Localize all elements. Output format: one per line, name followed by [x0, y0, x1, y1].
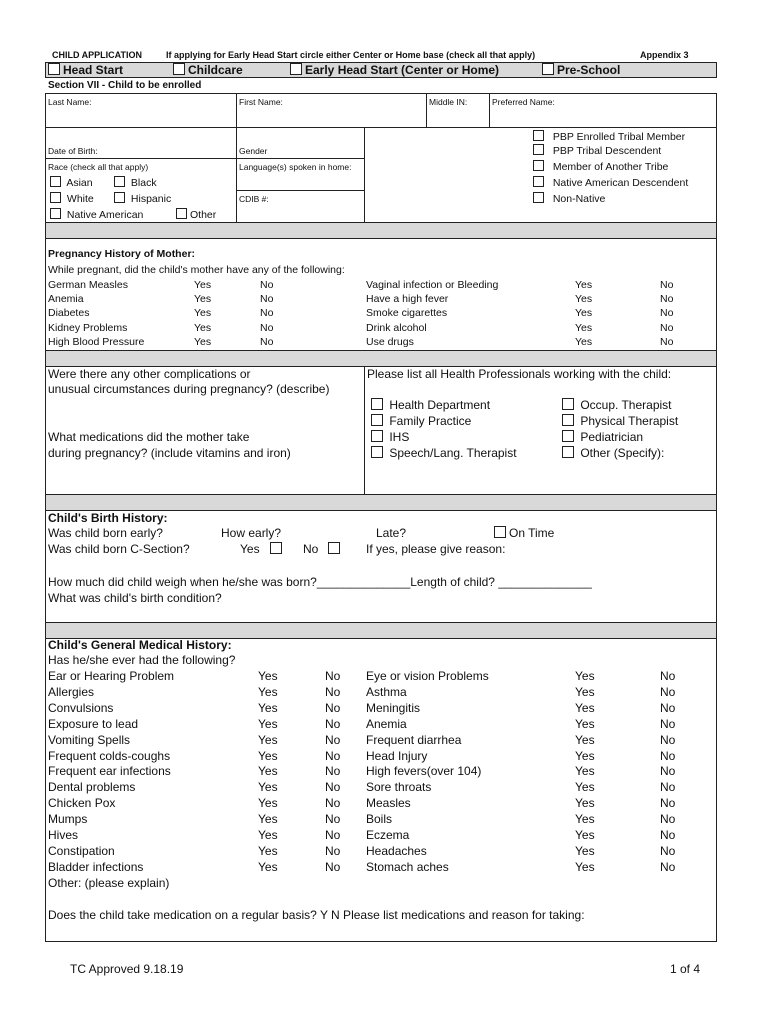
medical-item-label: Sore throats: [366, 780, 432, 795]
last-name-field[interactable]: Last Name:: [48, 97, 92, 107]
checkbox-icon[interactable]: [290, 63, 302, 75]
footer-approved: TC Approved 9.18.19: [70, 962, 184, 976]
medical-item-yes-option[interactable]: Yes: [575, 748, 595, 763]
medical-item-label: Eye or vision Problems: [366, 669, 489, 683]
medical-other-field[interactable]: Other: (please explain): [48, 876, 170, 890]
checkbox-icon[interactable]: [173, 63, 185, 75]
medical-item-yes-option[interactable]: Yes: [575, 716, 595, 731]
program-head-start[interactable]: Head Start: [48, 63, 123, 77]
pregnancy-item-no-option[interactable]: No: [660, 279, 674, 291]
pregnancy-item-label: Kidney Problems: [48, 321, 128, 334]
pregnancy-item-yes-option[interactable]: Yes: [194, 335, 212, 348]
gender-field[interactable]: Gender: [239, 146, 268, 156]
pregnancy-item-yes-option[interactable]: Yes: [194, 321, 212, 334]
checkbox-icon[interactable]: [371, 398, 383, 410]
medical-item-no-option[interactable]: No: [660, 684, 676, 699]
checkbox-icon[interactable]: [50, 208, 61, 219]
pregnancy-item-yes-option[interactable]: Yes: [575, 279, 593, 291]
checkbox-icon[interactable]: [533, 130, 544, 141]
pregnancy-item-yes-option[interactable]: Yes: [575, 321, 593, 334]
medical-item-no-option[interactable]: No: [325, 684, 341, 699]
medical-item-yes-option[interactable]: Yes: [575, 732, 595, 747]
divider-band: [46, 350, 716, 367]
medical-item-no-option[interactable]: No: [325, 764, 341, 779]
medications-question-line2: during pregnancy? (include vitamins and iron): [48, 446, 291, 460]
race-white[interactable]: White: [50, 192, 94, 205]
first-name-field[interactable]: First Name:: [239, 97, 283, 107]
birth-title: Child's Birth History:: [48, 511, 168, 525]
medical-item-label: Vomiting Spells: [48, 732, 131, 747]
medical-item-label: Eczema: [366, 828, 410, 842]
pregnancy-item-no-option[interactable]: No: [660, 307, 674, 320]
medical-item-yes-option[interactable]: Yes: [258, 716, 278, 731]
medical-item-yes-option[interactable]: Yes: [575, 684, 595, 699]
medical-item-yes-option[interactable]: Yes: [575, 828, 595, 842]
pregnancy-item-no-option[interactable]: No: [660, 335, 674, 348]
medical-item-label: Chicken Pox: [48, 796, 116, 811]
medical-item-label: Mumps: [48, 812, 88, 827]
program-pre-school[interactable]: Pre-School: [542, 63, 620, 77]
medical-item-label: Exposure to lead: [48, 716, 139, 731]
form-instruction: If applying for Early Head Start circle either Center or Home base (check all that apply): [166, 50, 536, 60]
tribal-pbp-descendent[interactable]: PBP Tribal Descendent: [533, 144, 661, 157]
pregnancy-item-no-option[interactable]: No: [660, 321, 674, 334]
checkbox-icon[interactable]: [176, 208, 187, 219]
form-title: CHILD APPLICATION: [52, 50, 142, 60]
medications-question-line1: What medications did the mother take: [48, 430, 250, 444]
medical-item-yes-option[interactable]: Yes: [258, 812, 278, 827]
pregnancy-item-yes-option[interactable]: Yes: [575, 293, 593, 306]
medical-item-label: Anemia: [366, 716, 407, 731]
medical-item-no-option[interactable]: No: [660, 764, 676, 779]
checkbox-icon[interactable]: [328, 542, 340, 554]
late-field[interactable]: Late?: [376, 526, 407, 540]
checkbox-icon[interactable]: [533, 176, 544, 187]
medical-item-yes-option[interactable]: Yes: [258, 828, 278, 842]
medical-item-label: Ear or Hearing Problem: [48, 669, 175, 683]
medical-item-yes-option[interactable]: Yes: [575, 812, 595, 827]
medical-item-no-option[interactable]: No: [660, 859, 676, 874]
medical-title: Child's General Medical History:: [48, 638, 232, 652]
medical-item-yes-option[interactable]: Yes: [258, 732, 278, 747]
csection-question: Was child born C-Section?: [48, 542, 190, 556]
birth-condition-field[interactable]: What was child's birth condition?: [48, 591, 222, 605]
race-asian[interactable]: Asian: [50, 176, 93, 189]
medical-item-yes-option[interactable]: Yes: [258, 700, 278, 715]
pregnancy-item-label: Vaginal infection or Bleeding: [366, 279, 499, 291]
medical-item-no-option[interactable]: No: [660, 843, 676, 858]
tribal-non-native[interactable]: Non-Native: [533, 192, 605, 205]
complications-question-line2: unusual circumstances during pregnancy? (describe): [48, 382, 330, 396]
checkbox-icon[interactable]: [562, 398, 574, 410]
medical-item-no-option[interactable]: No: [660, 748, 676, 763]
pregnancy-item-no-option[interactable]: No: [260, 335, 274, 348]
pregnancy-question: While pregnant, did the child's mother have any of the following:: [48, 264, 345, 276]
race-label: Race (check all that apply): [48, 162, 149, 172]
medical-item-no-option[interactable]: No: [325, 732, 341, 747]
medical-item-no-option[interactable]: No: [660, 828, 676, 842]
footer-page-number: 1 of 4: [670, 962, 701, 976]
medical-item-label: Frequent ear infections: [48, 764, 171, 779]
medical-item-label: Asthma: [366, 684, 407, 699]
preferred-name-field[interactable]: Preferred Name:: [492, 97, 555, 107]
medical-item-no-option[interactable]: No: [660, 700, 676, 715]
medical-item-label: Convulsions: [48, 700, 114, 715]
tribal-pbp-enrolled[interactable]: PBP Enrolled Tribal Member: [533, 130, 685, 143]
medical-item-no-option[interactable]: No: [325, 669, 341, 683]
medical-item-label: Hives: [48, 828, 79, 842]
pregnancy-item-yes-option[interactable]: Yes: [194, 279, 212, 291]
prof-physical-therapist[interactable]: Physical Therapist: [562, 414, 678, 428]
pregnancy-item-label: Smoke cigarettes: [366, 307, 448, 320]
checkbox-icon[interactable]: [48, 63, 60, 75]
prof-occup-therapist[interactable]: Occup. Therapist: [562, 398, 672, 412]
program-early-head-start[interactable]: Early Head Start (Center or Home): [290, 63, 499, 77]
medical-item-yes-option[interactable]: Yes: [258, 843, 278, 858]
medical-item-label: Stomach aches: [366, 859, 449, 874]
pregnancy-item-label: Diabetes: [48, 307, 90, 320]
medical-item-no-option[interactable]: No: [660, 812, 676, 827]
medical-item-label: Head Injury: [366, 748, 428, 763]
csection-no[interactable]: No: [303, 542, 343, 556]
pregnancy-item-label: German Measles: [48, 279, 128, 291]
section-title: Section VII - Child to be enrolled: [48, 80, 202, 91]
medical-item-yes-option[interactable]: Yes: [575, 843, 595, 858]
medical-item-no-option[interactable]: No: [660, 669, 676, 683]
medical-item-label: Allergies: [48, 684, 95, 699]
checkbox-icon[interactable]: [114, 192, 125, 203]
medical-item-no-option[interactable]: No: [325, 700, 341, 715]
checkbox-icon[interactable]: [371, 446, 383, 458]
pregnancy-item-no-option[interactable]: No: [260, 293, 274, 306]
medical-item-yes-option[interactable]: Yes: [575, 796, 595, 811]
medical-item-no-option[interactable]: No: [325, 828, 341, 842]
medical-item-label: Measles: [366, 796, 411, 811]
race-hispanic[interactable]: Hispanic: [114, 192, 171, 205]
divider-band: [46, 222, 716, 239]
medical-item-label: Frequent diarrhea: [366, 732, 462, 747]
checkbox-icon[interactable]: [533, 144, 544, 155]
on-time-option[interactable]: On Time: [494, 526, 554, 540]
pregnancy-item-yes-option[interactable]: Yes: [194, 307, 212, 320]
medical-item-yes-option[interactable]: Yes: [258, 748, 278, 763]
checkbox-icon[interactable]: [270, 542, 282, 554]
checkbox-icon[interactable]: [371, 430, 383, 442]
medical-item-label: Boils: [366, 812, 393, 827]
prof-other[interactable]: Other (Specify):: [562, 446, 664, 460]
pregnancy-title: Pregnancy History of Mother:: [48, 248, 196, 260]
prof-ihs[interactable]: IHS: [371, 430, 409, 444]
checkbox-icon[interactable]: [50, 176, 61, 187]
medical-item-yes-option[interactable]: Yes: [575, 780, 595, 795]
medical-item-label: Dental problems: [48, 780, 136, 795]
middle-initial-field[interactable]: Middle IN:: [429, 97, 468, 107]
pregnancy-item-label: Have a high fever: [366, 293, 449, 306]
dob-field[interactable]: Date of Birth:: [48, 146, 98, 156]
medical-item-no-option[interactable]: No: [660, 780, 676, 795]
medical-item-no-option[interactable]: No: [660, 732, 676, 747]
medical-item-label: Constipation: [48, 843, 115, 858]
checkbox-icon[interactable]: [533, 192, 544, 203]
how-early-field[interactable]: How early?: [221, 526, 282, 540]
checkbox-icon[interactable]: [542, 63, 554, 75]
race-other[interactable]: Other: [176, 208, 216, 221]
prof-health-department[interactable]: Health Department: [371, 398, 490, 412]
program-childcare[interactable]: Childcare: [173, 63, 243, 77]
medical-item-no-option[interactable]: No: [325, 812, 341, 827]
languages-field[interactable]: Language(s) spoken in home:: [239, 162, 352, 172]
checkbox-icon[interactable]: [562, 414, 574, 426]
medical-item-yes-option[interactable]: Yes: [258, 684, 278, 699]
tribal-native-descendent[interactable]: Native American Descendent: [533, 176, 688, 189]
checkbox-icon[interactable]: [371, 414, 383, 426]
birth-weight-length-field[interactable]: How much did child weigh when he/she was born?______________Length of child? ______________: [48, 575, 592, 589]
race-native-american[interactable]: Native American: [50, 208, 143, 221]
medical-item-label: Bladder infections: [48, 859, 144, 874]
medical-item-yes-option[interactable]: Yes: [258, 764, 278, 779]
born-early-question: Was child born early?: [48, 526, 163, 540]
cdib-field[interactable]: CDIB #:: [239, 194, 269, 204]
checkbox-icon[interactable]: [114, 176, 125, 187]
regular-medication-question[interactable]: Does the child take medication on a regular basis? Y N Please list medications and reason for taking:: [48, 908, 585, 922]
pregnancy-item-yes-option[interactable]: Yes: [194, 293, 212, 306]
medical-item-no-option[interactable]: No: [325, 843, 341, 858]
prof-family-practice[interactable]: Family Practice: [371, 414, 471, 428]
medical-question: Has he/she ever had the following?: [48, 653, 236, 667]
medical-item-label: High fevers(over 104): [366, 764, 482, 779]
pregnancy-item-label: Drink alcohol: [366, 321, 427, 334]
medical-item-yes-option[interactable]: Yes: [575, 669, 595, 683]
pregnancy-item-label: Use drugs: [366, 335, 414, 348]
checkbox-icon[interactable]: [562, 430, 574, 442]
pregnancy-item-yes-option[interactable]: Yes: [575, 307, 593, 320]
tribal-another-tribe[interactable]: Member of Another Tribe: [533, 160, 668, 173]
medical-item-no-option[interactable]: No: [325, 748, 341, 763]
medical-item-yes-option[interactable]: Yes: [258, 796, 278, 811]
medical-item-no-option[interactable]: No: [660, 716, 676, 731]
medical-item-yes-option[interactable]: Yes: [575, 700, 595, 715]
checkbox-icon[interactable]: [562, 446, 574, 458]
csection-reason-field[interactable]: If yes, please give reason:: [366, 542, 506, 556]
professionals-title: Please list all Health Professionals working with the child:: [367, 367, 672, 381]
csection-yes[interactable]: Yes: [240, 542, 285, 556]
pregnancy-item-label: High Blood Pressure: [48, 335, 145, 348]
checkbox-icon[interactable]: [494, 526, 506, 538]
checkbox-icon[interactable]: [533, 160, 544, 171]
medical-item-no-option[interactable]: No: [325, 780, 341, 795]
medical-item-no-option[interactable]: No: [325, 796, 341, 811]
medical-item-no-option[interactable]: No: [325, 716, 341, 731]
pregnancy-item-no-option[interactable]: No: [260, 321, 274, 334]
appendix-label: Appendix 3: [640, 50, 689, 60]
medical-item-no-option[interactable]: No: [325, 859, 341, 874]
checkbox-icon[interactable]: [50, 192, 61, 203]
prof-speech-therapist[interactable]: Speech/Lang. Therapist: [371, 446, 517, 460]
divider-band: [46, 622, 716, 639]
pregnancy-item-yes-option[interactable]: Yes: [575, 335, 593, 348]
pregnancy-item-no-option[interactable]: No: [260, 307, 274, 320]
medical-item-yes-option[interactable]: Yes: [575, 859, 595, 874]
medical-item-yes-option[interactable]: Yes: [258, 669, 278, 683]
medical-item-yes-option[interactable]: Yes: [575, 764, 595, 779]
race-black[interactable]: Black: [114, 176, 157, 189]
pregnancy-item-no-option[interactable]: No: [260, 279, 274, 291]
medical-item-label: Frequent colds-coughs: [48, 748, 171, 763]
medical-item-no-option[interactable]: No: [660, 796, 676, 811]
prof-pediatrician[interactable]: Pediatrician: [562, 430, 643, 444]
pregnancy-item-no-option[interactable]: No: [660, 293, 674, 306]
complications-question-line1: Were there any other complications or: [48, 367, 251, 381]
pregnancy-item-label: Anemia: [48, 293, 84, 306]
medical-item-yes-option[interactable]: Yes: [258, 780, 278, 795]
medical-item-label: Meningitis: [366, 700, 421, 715]
divider-band: [46, 494, 716, 511]
medical-item-yes-option[interactable]: Yes: [258, 859, 278, 874]
medical-item-label: Headaches: [366, 843, 427, 858]
